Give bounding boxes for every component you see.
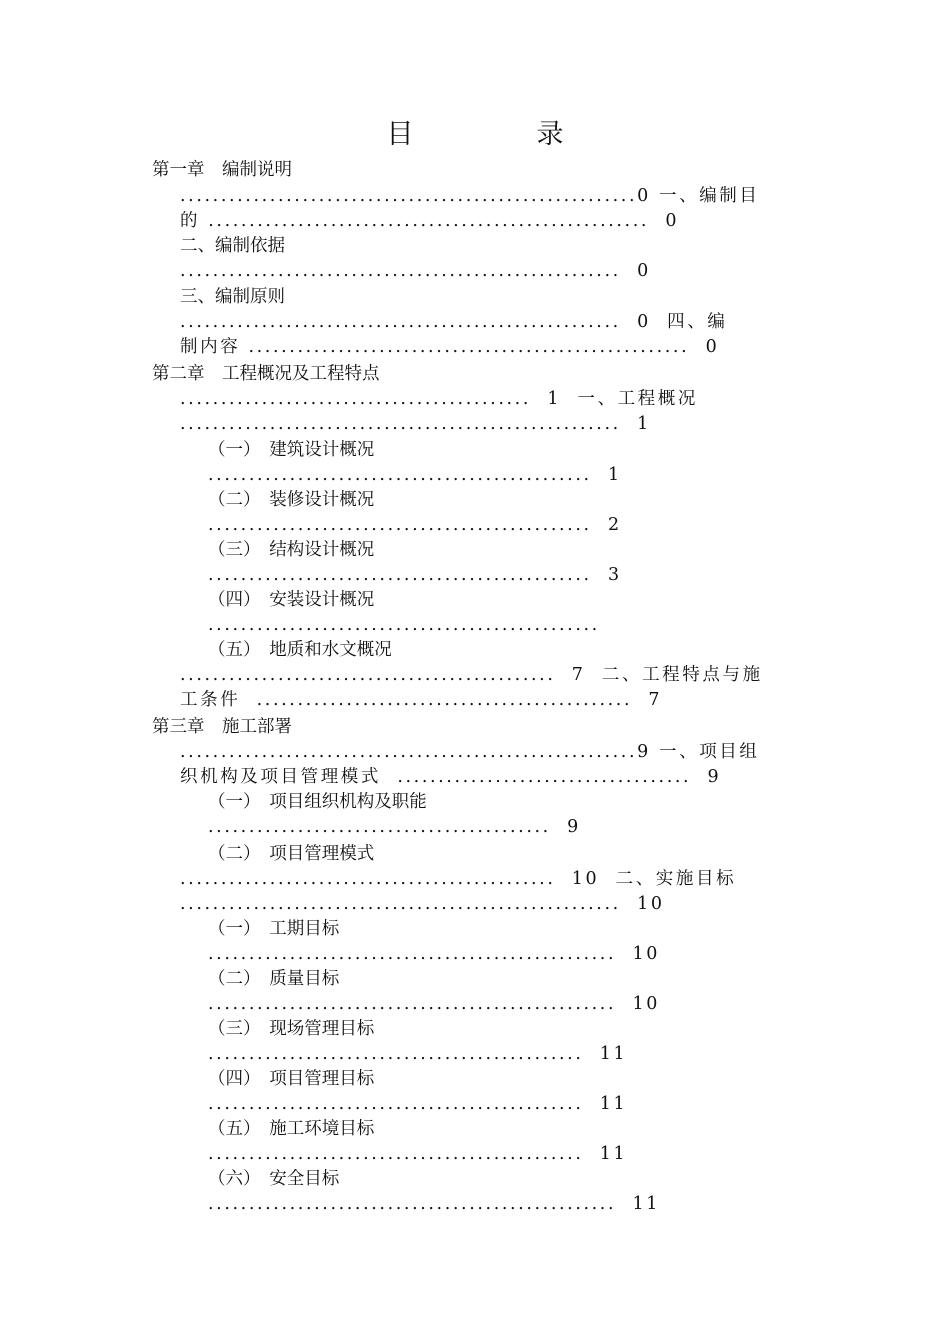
toc-subsection: （二） 装修设计概况 (208, 490, 375, 510)
page-title: 目 录 (386, 119, 612, 150)
toc-leader-line: ...................................................... 0 四、编 (180, 312, 728, 332)
toc-chapter-2: 第二章 工程概况及工程特点 (152, 364, 380, 384)
toc-section: 二、编制依据 (180, 236, 285, 256)
toc-subsection: （四） 安装设计概况 (208, 590, 375, 610)
toc-leader-line: ........................................................0 一、编制目 (180, 186, 760, 206)
toc-leader-line: .............................................. 11 (208, 1094, 628, 1114)
toc-leader-line: ................................................ (208, 615, 600, 635)
toc-subsection: （三） 结构设计概况 (208, 540, 375, 560)
toc-leader-line: .................................................. 10 (208, 944, 660, 964)
toc-leader-line: 制内容 ...................................................... 0 (180, 337, 720, 357)
toc-leader-line: .................................................. 11 (208, 1194, 660, 1214)
toc-subsection: （一） 建筑设计概况 (208, 440, 375, 460)
toc-leader-line: ............................................... 2 (208, 515, 622, 535)
toc-subsection: （一） 工期目标 (208, 919, 340, 939)
toc-leader-line: .............................................. 11 (208, 1044, 628, 1064)
toc-chapter-3: 第三章 施工部署 (152, 717, 292, 737)
toc-leader-line: .......................................... 9 (208, 817, 581, 837)
toc-leader-line: .............................................. 10 二、实施目标 (180, 869, 737, 889)
toc-leader-line: .............................................. 11 (208, 1144, 628, 1164)
toc-section: 三、编制原则 (180, 287, 285, 307)
toc-subsection: （五） 地质和水文概况 (208, 640, 392, 660)
toc-subsection: （四） 项目管理目标 (208, 1069, 375, 1089)
toc-subsection: （五） 施工环境目标 (208, 1119, 375, 1139)
toc-leader-line: ............................................... 3 (208, 565, 622, 585)
toc-leader-line: 工条件 .............................................. 7 (180, 690, 663, 710)
toc-leader-line: ........................................... 1 一、工程概况 (180, 389, 698, 409)
toc-subsection: （一） 项目组织机构及职能 (208, 792, 427, 812)
toc-leader-line: 织机构及项目管理模式 .................................... 9 (180, 767, 722, 787)
toc-subsection: （六） 安全目标 (208, 1169, 340, 1189)
toc-subsection: （二） 质量目标 (208, 969, 340, 989)
toc-subsection: （三） 现场管理目标 (208, 1019, 375, 1039)
toc-leader-line: ...................................................... 0 (180, 261, 651, 281)
toc-leader-line: .............................................. 7 二、工程特点与施 (180, 665, 763, 685)
toc-leader-line: ............................................... 1 (208, 465, 622, 485)
toc-subsection: （二） 项目管理模式 (208, 844, 375, 864)
toc-leader-line: ...................................................... 1 (180, 414, 651, 434)
toc-chapter-1: 第一章 编制说明 (152, 160, 292, 180)
toc-leader-line: .................................................. 10 (208, 994, 660, 1014)
toc-leader-line: ...................................................... 10 (180, 894, 665, 914)
toc-leader-line: 的 ...................................................... 0 (180, 211, 680, 231)
toc-leader-line: ........................................................9 一、项目组 (180, 742, 760, 762)
